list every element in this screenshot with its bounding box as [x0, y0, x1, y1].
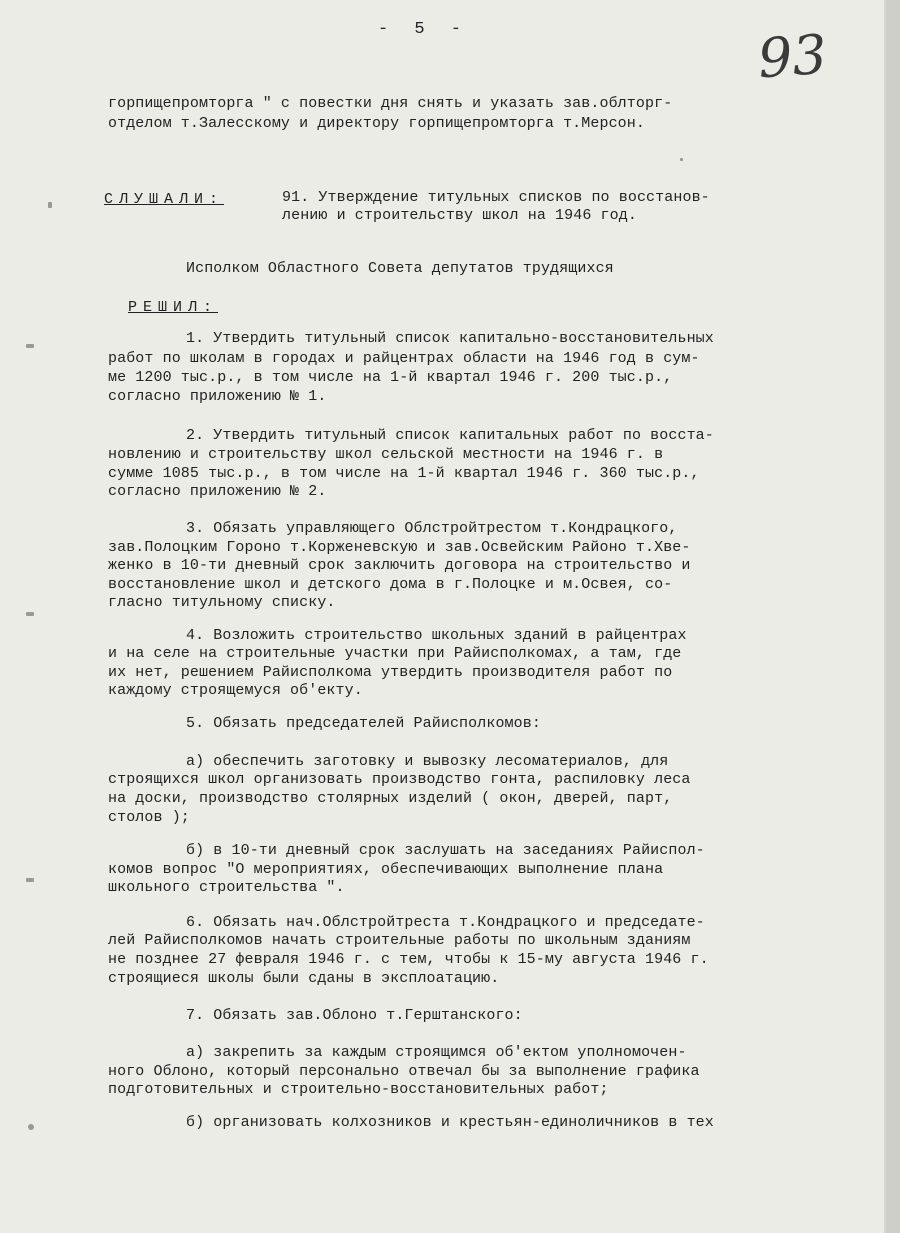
text-line: Исполком Областного Совета депутатов трудящихся	[186, 260, 614, 277]
page-number: - 5 -	[378, 20, 470, 39]
text-line: отделом т.Залесскому и директору горпищепромторга т.Мерсон.	[108, 115, 645, 132]
text-line: гласно титульному списку.	[108, 594, 336, 611]
scan-mark	[26, 612, 34, 616]
text-line: согласно приложению № 1.	[108, 388, 327, 405]
scan-mark	[26, 878, 34, 882]
text-line: лей Райисполкомов начать строительные работы по школьным зданиям	[108, 932, 691, 949]
text-line: 3. Обязать управляющего Облстройтрестом т.Кондрацкого,	[186, 520, 678, 537]
text-line: 4. Возложить строительство школьных зданий в райцентрах	[186, 627, 687, 644]
text-line: 5. Обязать председателей Райисполкомов:	[186, 715, 541, 732]
text-line: согласно приложению № 2.	[108, 483, 327, 500]
text-line: комов вопрос "О мероприятиях, обеспечивающих выполнение плана	[108, 861, 664, 878]
text-line: на доски, производство столярных изделий ( окон, дверей, парт,	[108, 790, 673, 807]
text-line: их нет, решением Райисполкома утвердить производителя работ по	[108, 664, 673, 681]
scan-mark	[680, 158, 683, 161]
text-line: новлению и строительству школ сельской местности на 1946 г. в	[108, 446, 664, 463]
text-line: 7. Обязать зав.Облоно т.Герштанского:	[186, 1007, 523, 1024]
text-line: горпищепромторга " с повестки дня снять и указать зав.облторг-	[108, 95, 673, 112]
text-line: каждому строящемуся об'екту.	[108, 682, 363, 699]
scan-mark	[48, 202, 52, 208]
text-line: б) организовать колхозников и крестьян-единоличников в тех	[186, 1114, 714, 1131]
text-line: 2. Утвердить титульный список капитальных работ по восста-	[186, 427, 714, 444]
text-line: а) обеспечить заготовку и вывозку лесоматериалов, для	[186, 753, 669, 770]
agenda-item-title: лению и строительству школ на 1946 год.	[282, 207, 637, 224]
text-line: ного Облоно, который персонально отвечал бы за выполнение графика	[108, 1063, 700, 1080]
agenda-item-title: 91. Утверждение титульных списков по восстанов-	[282, 189, 710, 206]
scan-mark	[28, 1124, 34, 1130]
text-line: работ по школам в городах и райцентрах области на 1946 год в сум-	[108, 350, 700, 367]
text-line: 1. Утвердить титульный список капитально-восстановительных	[186, 330, 714, 347]
text-line: сумме 1085 тыс.р., в том числе на 1-й квартал 1946 г. 360 тыс.р.,	[108, 465, 700, 482]
text-line: женко в 10-ти дневный срок заключить договора на строительство и	[108, 557, 691, 574]
text-line: школьного строительства ".	[108, 879, 345, 896]
text-line: строящиеся школы были сданы в эксплоатацию.	[108, 970, 500, 987]
text-line: столов );	[108, 809, 190, 826]
scan-mark	[26, 344, 34, 348]
text-line: восстановление школ и детского дома в г.Полоцке и м.Освея, со-	[108, 576, 673, 593]
text-line: зав.Полоцким Гороно т.Корженевскую и зав.Освейским Районо т.Хве-	[108, 539, 691, 556]
text-line: б) в 10-ти дневный срок заслушать на заседаниях Райиспол-	[186, 842, 705, 859]
text-line: ме 1200 тыс.р., в том числе на 1-й квартал 1946 г. 200 тыс.р.,	[108, 369, 673, 386]
text-line: а) закрепить за каждым строящимся об'ектом уполномочен-	[186, 1044, 687, 1061]
text-line: подготовительных и строительно-восстановительных работ;	[108, 1081, 609, 1098]
text-line: и на селе на строительные участки при Райисполкомах, а там, где	[108, 645, 682, 662]
heading-slushali: СЛУШАЛИ:	[104, 191, 225, 208]
text-line: 6. Обязать нач.Облстройтреста т.Кондрацкого и председате-	[186, 914, 705, 931]
text-line: строящихся школ организовать производство гонта, распиловку леса	[108, 771, 691, 788]
heading-reshil: РЕШИЛ:	[128, 299, 219, 316]
text-line: не позднее 27 февраля 1946 г. с тем, чтобы к 15-му августа 1946 г.	[108, 951, 709, 968]
archive-folio-number: 93	[755, 22, 829, 91]
